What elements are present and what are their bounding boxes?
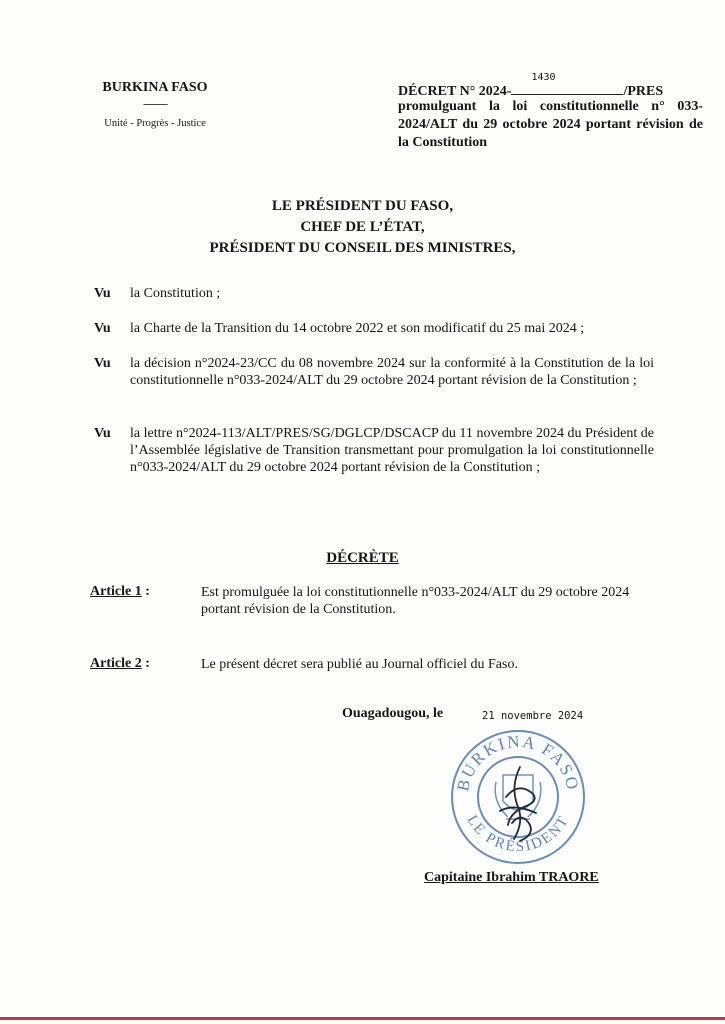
article-label-text: Article 2 (90, 656, 142, 671)
article-label (90, 584, 150, 600)
visa-text: la lettre n°2024-113/ALT/PRES/SG/DGLCP/DSCACP du 11 novembre 2024 du Président de l’Assemblée législative de Transition transmettant pour promulgation la loi constitutionnelle n°033-2024/ALT du 29 octobre 2024 portant révision de la Constitution ; (130, 426, 654, 475)
decrete-heading: DÉCRÈTE (326, 550, 399, 566)
president-line-1: LE PRÉSIDENT DU FASO, (271, 198, 454, 214)
visa-item (94, 355, 654, 389)
article-label (90, 656, 150, 672)
visa-keyword: Vu (94, 286, 111, 301)
president-title (100, 196, 625, 259)
article-text: Est promulguée la loi constitutionnelle n°033-2024/ALT du 29 octobre 2024 portant révision de la Constitution. (201, 585, 630, 617)
decree-number-line (511, 72, 623, 95)
signature-place: Ouagadougou, le (342, 706, 444, 721)
stamp-top-text: BURKINA FASO (453, 731, 583, 794)
article-label-text: Article 1 (90, 584, 142, 599)
bottom-rule (0, 1017, 725, 1020)
president-line-2: CHEF DE L’ÉTAT, (300, 219, 425, 235)
visa-keyword: Vu (94, 356, 111, 371)
visa-keyword: Vu (94, 426, 111, 441)
stamp-bottom-text: LE PRÉSIDENT (463, 812, 573, 856)
decree-title (398, 72, 664, 100)
article-label-sep: : (141, 656, 150, 671)
decree-number: 1430 (531, 72, 556, 83)
visa-keyword: Vu (94, 321, 111, 336)
decree-prefix: DÉCRET N° 2024- (398, 84, 512, 99)
visa-text: la Charte de la Transition du 14 octobre 2022 et son modificatif du 25 mai 2024 ; (130, 321, 585, 336)
visa-item (94, 320, 654, 337)
president-line-3: PRÉSIDENT DU CONSEIL DES MINISTRES, (209, 240, 516, 256)
presidential-stamp (448, 727, 588, 867)
decree-suffix: /PRES (623, 84, 664, 99)
decree-subject: promulguant la loi constitutionnelle n° 033-2024/ALT du 29 octobre 2024 portant révision de la Constitution (398, 99, 703, 150)
article-text: Le présent décret sera publié au Journal officiel du Faso. (201, 657, 518, 672)
header-separator: --------- (143, 98, 167, 110)
national-motto: Unité - Progrès - Justice (104, 118, 206, 129)
visa-text: la décision n°2024-23/CC du 08 novembre 2024 sur la conformité à la Constitution de la loi constitutionnelle n°033-2024/ALT du 29 octobre 2024 portant révision de la Constitution ; (130, 356, 654, 388)
signer-name: Capitaine Ibrahim TRAORE (424, 870, 599, 885)
article-label-sep: : (141, 584, 150, 599)
visa-item (94, 285, 654, 302)
visa-item (94, 425, 654, 476)
signature-date: 21 novembre 2024 (482, 710, 584, 722)
country-name: BURKINA FASO (102, 80, 208, 95)
visa-text: la Constitution ; (130, 286, 221, 301)
